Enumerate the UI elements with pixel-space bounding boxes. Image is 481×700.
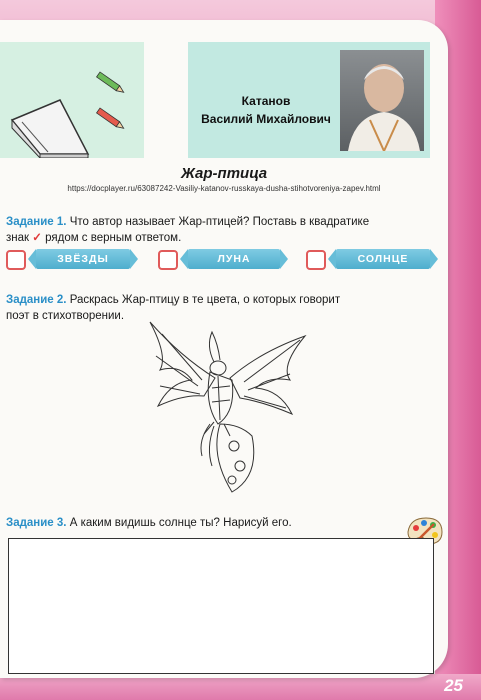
book-and-pencils-icon [0, 42, 144, 158]
task1-text [6, 214, 436, 246]
task3-instruction: А каким видишь солнце ты? Нарисуй его. [69, 517, 292, 529]
book-illustration-panel [0, 42, 144, 158]
task2-instruction: Раскрась Жар-птицу в те цвета, о которых говорит [69, 294, 341, 306]
checkbox-sun[interactable] [306, 250, 326, 270]
source-link[interactable]: https://docplayer.ru/63087242-Vasiliy-katanov-russkaya-dusha-stihotvoreniya-zapev.html [67, 184, 381, 193]
task2-label: Задание 2. [6, 294, 67, 306]
author-photo [340, 50, 424, 151]
checkmark-icon: ✓ [32, 232, 42, 244]
checkbox-stars[interactable] [6, 250, 26, 270]
checkbox-moon[interactable] [158, 250, 178, 270]
poem-title: Жар-птица [180, 165, 268, 182]
task1-instruction-sign: знак [6, 232, 30, 244]
answer-sun: СОЛНЦЕ [336, 249, 430, 269]
task3-text [6, 515, 436, 531]
task1-instruction-end: рядом с верным ответом. [45, 232, 182, 244]
answer-moon: ЛУНА [188, 249, 280, 269]
firebird-icon [140, 316, 310, 496]
task1-instruction: Что автор называет Жар-птицей? Поставь в квадратике [69, 216, 370, 228]
task2-instruction-end: поэт в стихотворении. [6, 310, 125, 322]
answer-stars: ЗВЁЗДЫ [36, 249, 130, 269]
task1-label: Задание 1. [6, 216, 67, 228]
page-number: 25 [444, 676, 463, 695]
drawing-area[interactable] [8, 538, 434, 674]
task3-label: Задание 3. [6, 517, 67, 529]
author-portrait-icon [340, 50, 424, 151]
author-given-name: Василий Михайлович [201, 112, 331, 126]
author-surname: Катанов [241, 94, 291, 108]
author-name [196, 92, 336, 128]
